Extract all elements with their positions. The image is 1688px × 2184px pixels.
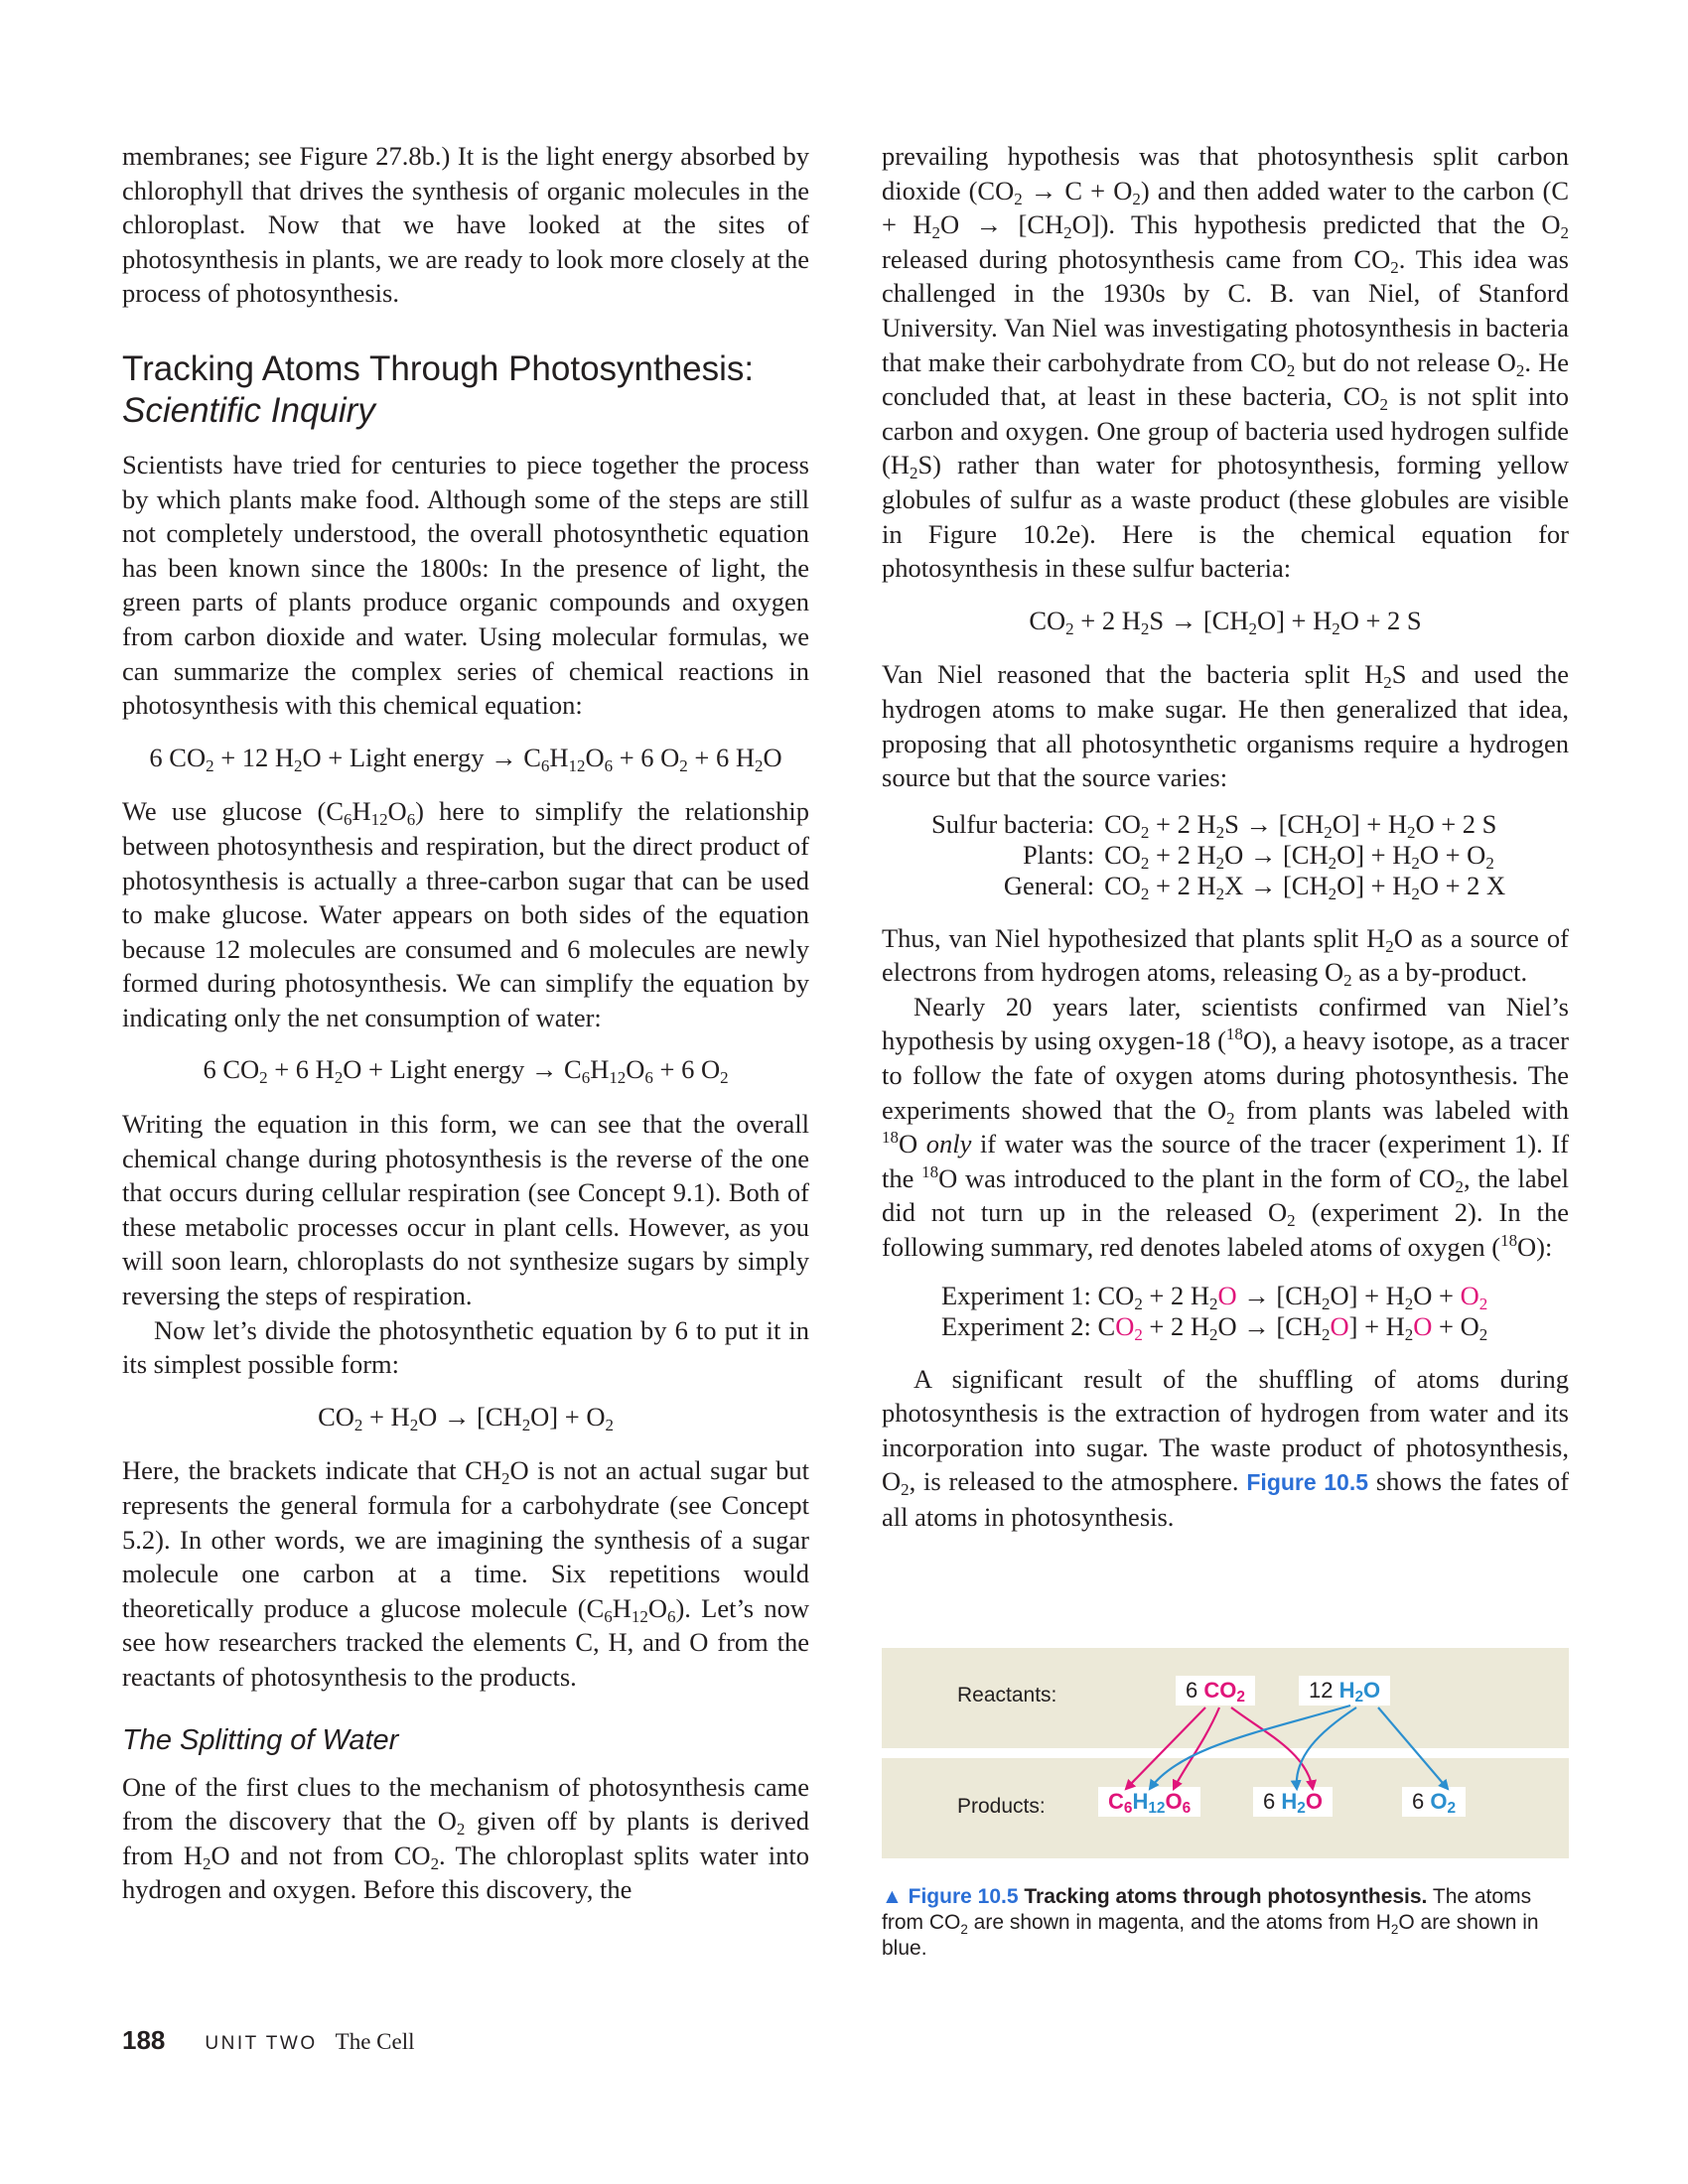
reactants-label: Reactants: [957,1684,1057,1706]
paragraph-van-niel-hypothesized: Thus, van Niel hypothesized that plants split $H_2O$ as a source of electrons from hydrogen atoms, releasing $O_2$ as a by-product. [882,922,1569,991]
arrow-co2-carbon-to-glucose [1126,1707,1205,1789]
reactant-co2: 6 $CO_2$ [1176,1676,1255,1706]
experiment-2-equation: Experiment 2: $CO_2 + 2$ $H_2O \to [CH_2O] + H_2O + O_2$ [941,1310,1488,1344]
paragraph-reverse-respiration: Writing the equation in this form, we can see that the overall chemical change during photosynthesis is the reverse of the one that occurs during cellular respiration (see Concept 9.1). Both of these metabolic processes occur in plant cells. However, as you will soon learn, chloroplasts do not synthesize sugars by simply reversing the steps of respiration. [122,1109,809,1311]
page-footer [122,2025,414,2056]
caption-title: Tracking atoms through photosynthesis. [1018,1885,1428,1908]
equation-sulfur-bacteria: $CO_2 + 2$ $H_2S \to [CH_2O] + H_2O + 2$ S [1029,605,1422,638]
figure-reference-link: Figure 10.5 [1246,1469,1369,1496]
experiment-1-equation: Experiment 1: $CO_2 + 2$ $H_2O \to [CH_2O] + H_2O + O_2$ [941,1280,1488,1313]
arrow-h2o-hydrogen-to-water [1297,1707,1356,1789]
paragraph-glucose: We use glucose $(C_6H_{12}O_6)$ here to simplify the relationship between photosynthesis and respiration, but the direct product of photosynthesis is actually a three-carbon sugar that can be used to make glucose. Water appears on both sides of the equation because 12 molecules are consumed and 6 molecules are newly formed during photosynthesis. We can simplify the equation by indicating only the net consumption of water: [122,796,809,1032]
paragraph-centuries: Scientists have tried for centuries to piece together the process by which plants make food. Although some of the steps are still not completely understood, the overall photosynthetic equation has been known since the 1800s: In the presence of light, the green parts of plants produce organic compounds and oxygen from carbon dioxide and water. Using molecular formulas, we can summarize the complex series of chemical reactions in photosynthesis with this chemical equation: [122,449,809,721]
product-oxygen: 6 $O_2$ [1402,1787,1466,1817]
paragraph-van-niel-reasoned: Van Niel reasoned that the bacteria split $H_2S$ and used the hydrogen atoms to make sugar. He then generalized that idea, proposing that all photosynthetic organisms require a hydrogen source but that the source varies: [882,659,1569,793]
equation-simplest: $CO_2 + H_2O \to [CH_2O] + O_2$ [318,1401,614,1434]
experiment-summary [941,1281,1569,1342]
reactant-h2o: 12 $H_2O$ [1299,1676,1390,1706]
paragraph-oxygen-18: Nearly 20 years later, scientists confirmed van Niel’s hypothesis by using oxygen-18 ($^{18}$O), a heavy isotope, as a tracer to follow the fate of oxygen atoms during photosynthesis. The experiments showed that the $O_2$ from plants was labeled with $^{18}$O only if water was the source of the tracer (experiment 1). If the $^{18}$O was introduced to the plant in the form of $CO_2$, the label did not turn up in the released $O_2$ (experiment 2). In the following summary, red denotes labeled atoms of oxygen ($^{18}$O): [882,991,1570,1263]
caption-triangle-icon: ▲ [882,1885,903,1908]
equation-photosynthesis-full: 6 $CO_2 + 12$ $H_2O$ + Light energy → $C_6H_{12}O_6 + 6$ $O_2 + 6$ $H_2O$ [149,742,782,775]
caption-figure-number: Figure 10.5 [902,1885,1019,1908]
equation-row-plants: Plants: $CO_2 + 2$ $H_2O \to [CH_2O] + H_2O + O_2$ [1022,839,1494,873]
section-heading [122,348,809,432]
product-glucose: $C_6H_{12}O_6$ [1098,1787,1200,1817]
atom-tracking-arrows [882,1648,1569,1858]
paragraph-significant-result: A significant result of the shuffling of atoms during photosynthesis is the extraction of hydrogen from water and its incorporation into sugar. The waste product of photosynthesis, $O_2$, is released to the atmosphere. Figure 10.5 shows the fates of all atoms in photosynthesis. [882,1363,1570,1532]
equation-row-general: General: $CO_2 + 2$ $H_2X \to [CH_2O] + H_2O + 2$ X [1003,870,1506,903]
section-heading-line2: Scientific Inquiry [122,390,375,430]
page-number: 188 [122,2025,166,2055]
left-column [122,139,809,1907]
equation-row-sulfur: Sulfur bacteria: $CO_2 + 2$ $H_2S \to [CH_2O] + H_2O + 2$ S [931,808,1497,842]
paragraph-first-clues: One of the first clues to the mechanism of photosynthesis came from the discovery that the $O_2$ given off by plants is derived from $H_2O$ and not from $CO_2$. The chloroplast splits water into hydrogen and oxygen. Before this discovery, the [122,1771,809,1905]
paragraph-divide-by-six: Now let’s divide the photosynthetic equation by 6 to put it in its simplest possible form: [122,1314,809,1380]
unit-title: The Cell [335,2029,415,2054]
paragraph-brackets: Here, the brackets indicate that $CH_2O$ is not an actual sugar but represents the general formula for a carbohydrate (see Concept 5.2). In other words, we are imagining the synthesis of a sugar molecule one carbon at a time. Six repetitions would theoretically produce a glucose molecule $(C_6H_{12}O_6)$. Let’s now see how researchers tracked the elements C, H, and O from the reactants of photosynthesis to the products. [122,1455,809,1692]
right-column [882,139,1569,1535]
unit-label: UNIT TWO [205,2033,318,2054]
section-heading-line1: Tracking Atoms Through Photosynthesis: [122,348,755,388]
subsection-heading: The Splitting of Water [122,1723,399,1756]
figure-10-5-diagram [882,1648,1569,1858]
products-label: Products: [957,1795,1046,1818]
arrow-h2o-oxygen-to-o2 [1378,1707,1448,1789]
equation-photosynthesis-net: 6 $CO_2 + 6$ $H_2O$ + Light energy → $C_6H_{12}O_6 + 6$ $O_2$ [203,1054,729,1088]
equation-table-general [931,809,1505,901]
product-water: 6 $H_2O$ [1253,1787,1333,1817]
figure-caption: ▲ Figure 10.5 Tracking atoms through photosynthesis. The atoms from $CO_2$ are shown in magenta, and the atoms from $H_2O$ are shown in blue. [882,1885,1539,1960]
paragraph-intro-continued: membranes; see Figure 27.8b.) It is the light energy absorbed by chlorophyll that drives the synthesis of organic molecules in the chloroplast. Now that we have looked at the sites of photosynthesis in plants, we are ready to look more closely at the process of photosynthesis. [122,141,809,309]
paragraph-prevailing-hypothesis: prevailing hypothesis was that photosynthesis split carbon dioxide $(CO_2 \to C + O_2)$ and then added water to the carbon $(C + H_2O \to [CH_2O])$. This hypothesis predicted that the $O_2$ released during photosynthesis came from $CO_2$. This idea was challenged in the 1930s by C. B. van Niel, of Stanford University. Van Niel was investigating photosynthesis in bacteria that make their carbohydrate from $CO_2$ but do not release $O_2$. He concluded that, at least in these bacteria, $CO_2$ is not split into carbon and oxygen. One group of bacteria used hydrogen sulfide $(H_2S)$ rather than water for photosynthesis, forming yellow globules of sulfur as a waste product (these globules are visible in Figure 10.2e). Here is the chemical equation for photosynthesis in these sulfur bacteria: [882,141,1570,584]
